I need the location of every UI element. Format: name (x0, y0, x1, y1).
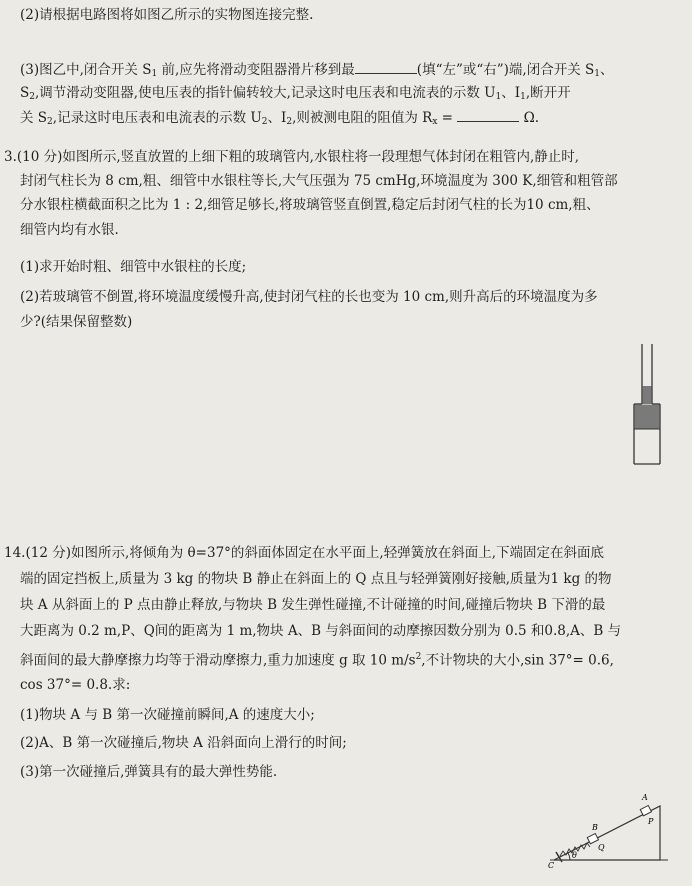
q14-line3: 块 A 从斜面上的 P 点由静止释放,与物块 B 发生弹性碰撞,不计碰撞的时间,碰撞后物块 B 下滑的最 (20, 597, 606, 613)
q12-part3-line2: $S_2$,调节滑动变阻器,使电压表的指针偏转较大,记录这时电压表和电流表的示数 $U_1$、$I_1$,断开开 (20, 85, 571, 102)
q12-part2: (2)请根据电路图将如图乙所示的实物图连接完整. (20, 7, 314, 23)
q14-sub1: (1)物块 A 与 B 第一次碰撞前瞬间,A 的速度大小; (20, 707, 315, 723)
label-A: A (642, 793, 648, 802)
q14-sub3: (3)第一次碰撞后,弹簧具有的最大弹性势能. (20, 764, 278, 780)
q13-line3: 分水银柱横截面积之比为 1 : 2,细管足够长,将玻璃管竖直倒置,稳定后封闭气柱的长为10 cm,粗、 (20, 197, 600, 213)
q12-part3-line3: 关 $S_2$,记录这时电压表和电流表的示数 $U_2$、$I_2$,则被测电阻的阻值为 $R_x = \Omega$. (20, 110, 540, 127)
q13-line1: 3.(10 分)如图所示,竖直放置的上细下粗的玻璃管内,水银柱将一段理想气体封闭在粗管内,静止时, (4, 149, 580, 165)
q14-line1: 14.(12 分)如图所示,将倾角为 θ=37°的斜面体固定在水平面上,轻弹簧放在斜面上,下端固定在斜面底 (4, 545, 605, 561)
q14-line6: cos 37°= 0.8.求: (20, 677, 131, 693)
q13-sub2-line2: 少?(结果保留整数) (20, 314, 133, 330)
q12-part3-line1: (3)图乙中,闭合开关 $S_1$ 前,应先将滑动变阻器滑片移到最 (填“左”或“右”)端,闭合开关 $S_1$、 (20, 62, 614, 79)
q13-sub2-line1: (2)若玻璃管不倒置,将环境温度缓慢升高,使封闭气柱的长也变为 10 cm,则升高后的环境温度为多 (20, 289, 598, 305)
label-Q: Q (598, 843, 605, 852)
label-P: P (648, 817, 654, 826)
q13-sub1: (1)求开始时粗、细管中水银柱的长度; (20, 259, 247, 275)
answer-blank-direction[interactable] (355, 60, 417, 74)
q14-line4: 大距离为 0.2 m,P、Q间的距离为 1 m,物块 A、B 与斜面间的动摩擦因数分别为 0.5 和0.8,A、B 与 (20, 623, 622, 639)
q13-line2: 封闭气柱长为 8 cm,粗、细管中水银柱等长,大气压强为 75 cmHg,环境温度为 300 K,细管和粗管部 (20, 173, 618, 189)
answer-blank-resistance[interactable] (457, 108, 519, 122)
q14-line5: 斜面间的最大静摩擦力均等于滑动摩擦力,重力加速度 g 取 10 $m/s^2$,不计物块的大小,sin 37°= 0.6, (20, 652, 614, 669)
label-C: C (548, 861, 555, 870)
q13-line4: 细管内均有水银. (20, 222, 119, 238)
q14-line2: 端的固定挡板上,质量为 3 kg 的物块 B 静止在斜面上的 Q 点且与轻弹簧刚好接触,质量为1 kg 的物 (20, 571, 612, 587)
incline-figure (544, 786, 674, 872)
label-theta: θ (572, 851, 577, 860)
q14-sub2: (2)A、B 第一次碰撞后,物块 A 沿斜面向上滑行的时间; (20, 735, 347, 751)
label-B: B (592, 823, 598, 832)
glass-tube-figure (626, 338, 670, 474)
